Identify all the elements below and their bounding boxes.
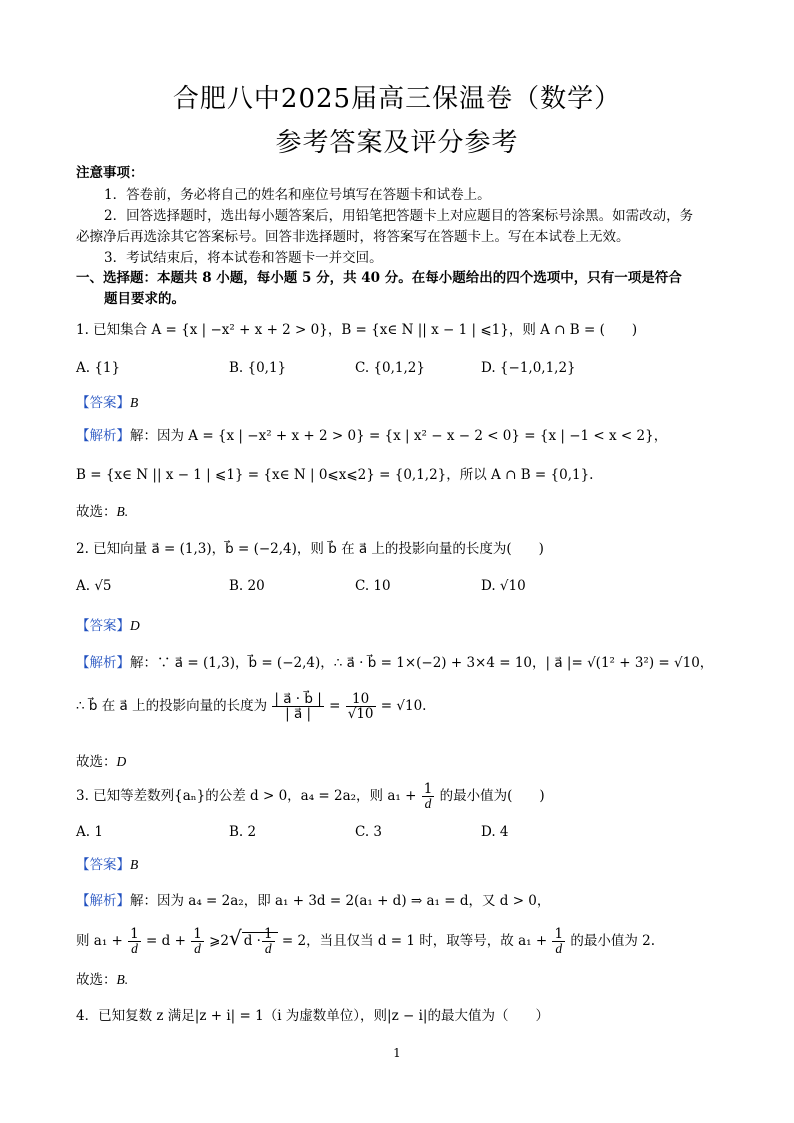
question-1-stem: 1. 已知集合 A = {x | −x² + x + 2 > 0}，B = {x∈ N || x − 1 | ⩽1}，则 A ∩ B = ( ) <box>76 322 638 338</box>
q1-option-a: A. {1} <box>76 360 121 376</box>
q2-solution-line2 <box>76 692 426 721</box>
page-subtitle: 参考答案及评分参考 <box>275 128 519 158</box>
q2-answer: D <box>130 618 140 633</box>
q3-fraction <box>128 927 141 956</box>
analysis-label: 【解析】 <box>76 428 130 444</box>
q3-root-pre: d · <box>243 933 261 949</box>
q2-sol2-pre: ∴ b⃗ 在 a⃗ 上的投影向量的长度为 <box>76 698 268 715</box>
q1-answer-row <box>76 391 138 411</box>
q3-stem-fraction <box>422 782 435 811</box>
q3-option-c: C. 3 <box>355 824 383 840</box>
q3-sol2-b: = d + <box>146 933 186 949</box>
analysis-label: 【解析】 <box>76 655 130 671</box>
q1-option-b: B. {0,1} <box>229 360 287 376</box>
page-number: 1 <box>393 1046 401 1060</box>
choose-label: 故选： <box>76 504 117 520</box>
question-4-stem: 4．已知复数 z 满足|z + i| = 1（i 为虚数单位），则|z − i|的最大值为（ ） <box>76 1008 549 1024</box>
fraction-numerator: 1 <box>193 925 202 942</box>
choose-label: 故选： <box>76 972 117 988</box>
q1-solution-line2: B = {x∈ N || x − 1 | ⩽1} = {x∈ N | 0⩽x⩽2} = {0,1,2}，所以 A ∩ B = {0,1}. <box>76 467 594 483</box>
fraction-denominator: d <box>131 941 138 956</box>
q2-option-b: B. 20 <box>229 578 265 594</box>
q3-sol2-e: 的最小值为 2. <box>570 933 655 949</box>
question-3-stem <box>76 782 545 811</box>
q2-choose-value: D <box>116 754 127 769</box>
equals-sign: = <box>329 698 341 715</box>
q3-sol2-d: = 2，当且仅当 d = 1 时，取等号，故 a₁ + <box>281 933 548 949</box>
fraction-numerator: 1 <box>130 925 139 942</box>
question-2-stem: 2. 已知向量 a⃗ = (1,3)，b⃗ = (−2,4)，则 b⃗ 在 a⃗ 上的投影向量的长度为( ) <box>76 541 544 557</box>
q1-solution-line1 <box>76 424 667 444</box>
fraction-denominator: d <box>424 796 432 812</box>
q3-sol2-a: 则 a₁ + <box>76 933 123 949</box>
note-item: 2．回答选择题时，选出每小题答案后，用铅笔把答题卡上对应题目的答案标号涂黑。如需改动，务 <box>104 208 694 224</box>
q2-solution-line1 <box>76 651 713 671</box>
note-item: 必擦净后再选涂其它答案标号。回答非选择题时，将答案写在答题卡上。写在本试卷上无效。 <box>76 229 630 245</box>
fraction-numerator: 1 <box>423 781 433 797</box>
fraction-denominator: d <box>555 941 563 956</box>
note-item: 3．考试结束后，将本试卷和答题卡一并交回。 <box>104 250 383 266</box>
q1-option-c: C. {0,1,2} <box>355 360 425 376</box>
fraction-numerator: 1 <box>554 925 564 942</box>
q1-choose-value: B. <box>116 504 129 519</box>
q3-sol2-c: ⩾2 <box>209 933 229 949</box>
q3-solution-line2 <box>76 926 655 956</box>
q2-answer-row <box>76 614 140 634</box>
q3-stem-pre: 3. 已知等差数列{aₙ}的公差 d > 0，a₄ = 2a₂，则 a₁ + <box>76 788 417 805</box>
q3-radicand <box>242 925 278 956</box>
q2-fraction-2 <box>346 692 376 721</box>
answer-label: 【答案】 <box>76 857 130 873</box>
fraction-denominator: √10 <box>347 706 374 723</box>
q2-sol2-tail: = √10. <box>380 698 427 715</box>
q3-choose <box>76 968 128 988</box>
q1-choose <box>76 500 128 520</box>
q3-option-d: D. 4 <box>481 824 509 840</box>
note-item: 1．答卷前，务必将自己的姓名和座位号填写在答题卡和试卷上。 <box>104 187 491 203</box>
q2-option-d: D. √10 <box>481 578 526 594</box>
fraction-numerator: 10 <box>346 692 376 707</box>
q3-fraction <box>191 927 204 956</box>
q1-option-d: D. {−1,0,1,2} <box>481 360 576 376</box>
radical-sign: √ <box>229 926 242 950</box>
q2-sol1: 解：∵ a⃗ = (1,3)，b⃗ = (−2,4)，∴ a⃗ · b⃗ = 1×(−2) + 3×4 = 10，| a⃗ |= √(1² + 3²) = √10， <box>130 655 714 671</box>
fraction-denominator: d <box>194 941 201 956</box>
q3-fraction <box>552 927 565 956</box>
q3-answer-row <box>76 853 138 873</box>
q3-solution-line1 <box>76 889 550 909</box>
q3-stem-post: 的最小值为( ) <box>439 788 545 805</box>
q2-option-c: C. 10 <box>355 578 391 594</box>
q3-fraction <box>262 927 275 956</box>
q1-sol1: 解：因为 A = {x | −x² + x + 2 > 0} = {x | x² − x − 2 < 0} = {x | −1 < x < 2}， <box>130 428 668 444</box>
notes-heading: 注意事项： <box>76 165 144 181</box>
analysis-label: 【解析】 <box>76 893 130 909</box>
q2-fraction-1 <box>272 692 323 721</box>
q3-choose-value: B. <box>116 972 129 987</box>
answer-label: 【答案】 <box>76 618 130 634</box>
choose-label: 故选： <box>76 754 117 770</box>
q2-choose <box>76 750 126 770</box>
section-heading-cont: 题目要求的。 <box>104 291 185 307</box>
q3-option-a: A. 1 <box>76 824 103 840</box>
q3-answer: B <box>130 857 139 872</box>
answer-label: 【答案】 <box>76 395 130 411</box>
fraction-denominator: | a⃗ | <box>285 706 312 723</box>
q3-option-b: B. 2 <box>229 824 257 840</box>
fraction-numerator: 1 <box>263 925 273 942</box>
q2-option-a: A. √5 <box>76 578 112 594</box>
section-heading: 一、选择题：本题共 8 小题，每小题 5 分，共 40 分。在每小题给出的四个选项中，只有一项是符合 <box>76 270 682 286</box>
page-title: 合肥八中2025届高三保温卷（数学） <box>172 84 622 114</box>
q3-sol1: 解：因为 a₄ = 2a₂，即 a₁ + 3d = 2(a₁ + d) ⇒ a₁ = d，又 d > 0， <box>130 893 551 909</box>
q1-answer: B <box>130 395 139 410</box>
fraction-denominator: d <box>264 941 272 956</box>
fraction-numerator: | a⃗ · b⃗ | <box>274 691 322 707</box>
